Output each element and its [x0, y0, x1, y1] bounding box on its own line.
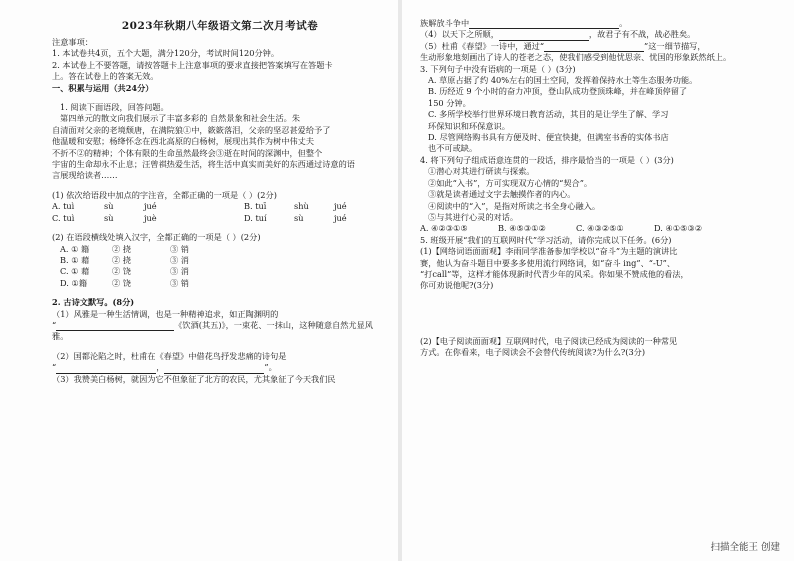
answer-blank[interactable] [56, 364, 156, 374]
q12-d-3: ③ 销 [170, 277, 189, 288]
r3a-text: （5）杜甫《春望》一诗中，通过“ [420, 40, 545, 51]
answer-blank[interactable] [164, 364, 264, 374]
opt-b-1: B. tuī [244, 201, 267, 212]
q4-option-d: D. ④①⑤③② [654, 223, 703, 234]
r-line-2 [420, 29, 788, 40]
q3-option-a: A. 草原占据了约 40%左右的国土空间，发挥着保持水土等生态服务功能。 [428, 75, 698, 86]
q5-2-line-a: (2)【电子阅读面面观】互联网时代，电子阅读已经成为阅读的一种常见 [420, 335, 678, 346]
q12-a-1: A. ① 籍 [60, 243, 90, 254]
q4-options [420, 223, 788, 234]
q1-2-option-a [52, 244, 388, 255]
opt-a-3: jué [144, 201, 157, 212]
q5-1-line-c: “打call”等，这样才能体现新时代青少年的风采。你如果不赞成他的看法， [420, 268, 689, 279]
opt-b-2: shù [294, 201, 309, 212]
q4-option-c: C. ④③②⑤① [576, 223, 624, 234]
q2-heading: 2. 古诗文默写。(8分) [52, 297, 135, 308]
r-line-1: 族解放斗争中 。 [420, 18, 628, 28]
r2a-text: （4）以天下之所顺， [420, 29, 499, 40]
passage-line-5: 宇宙的生命却永不止息；汪曾祺热爱生活，将生活中真实而美好的东西通过诗意的语 [52, 159, 355, 170]
q1-intro: 1. 阅读下面语段，回答问题。 [60, 102, 169, 113]
q4-sentence-4: ④阅读中的“入”，是指对所读之书全身心融入。 [428, 200, 601, 211]
q4-sentence-1: ①潜心对其进行研读与探索。 [428, 166, 535, 177]
section-1-heading: 一、积累与运用（共24分） [52, 82, 154, 93]
r3b-text: ”这一细节描写， [644, 40, 706, 51]
opt-c-1: C. tuì [52, 212, 75, 223]
right-exam-page [402, 0, 794, 561]
passage-line-3: 他温暖和安慰；杨绛怀念在西北高原的白杨树，展现出其作为树中伟丈夫 [52, 136, 315, 147]
q3-stem: 3. 下列句子中没有语病的一项是（ ）(3分) [420, 63, 576, 74]
passage-line-2: 自清面对父亲的老境颓唐，在满院狼①中，簌簌落泪，父亲的坚忍甚爱给予了 [52, 124, 331, 135]
q2-1-line-c: 雅。 [52, 331, 69, 342]
answer-blank[interactable] [544, 42, 644, 52]
q1-1-stem: (1) 依次给语段中加点的字注音，全都正确的一项是（ ）(2分) [52, 189, 277, 200]
answer-blank[interactable] [499, 31, 589, 41]
notice-1: 1. 本试卷共4页，五个大题，满分120分，考试时间120分钟。 [52, 48, 280, 59]
q5-1-line-d: 你可劝说他呢?(3分) [420, 280, 494, 291]
opt-d-2: sù [294, 212, 304, 223]
r1-text: 族解放斗争中 [420, 18, 470, 28]
answer-blank[interactable] [469, 19, 619, 29]
q1-1-options-cd [52, 213, 388, 224]
notice-2b: 上。答在试卷上的答案无效。 [52, 71, 159, 82]
q12-b-2: ② 挠 [112, 254, 131, 265]
opt-d-3: jué [334, 212, 347, 223]
notice-heading: 注意事项： [52, 37, 93, 47]
q3-option-c1: C. 多所学校举行世界环境日教育活动，其目的是让学生了解、学习 [428, 109, 669, 120]
opt-a-1: A. tuì [52, 201, 75, 212]
q4-sentence-5: ⑤与其进行心灵的对话。 [428, 211, 519, 222]
opt-d-1: D. tuí [244, 212, 267, 223]
q1-2-option-c [52, 266, 388, 277]
q3-option-d2: 也不可或缺。 [428, 143, 478, 154]
passage-line-6: 言展现给读者…… [52, 170, 118, 181]
q3-option-c2: 环保知识和环保意识。 [428, 120, 510, 131]
q2-1-text-b: 《饮酒(其五)》，一束花、一抹山，这种随意自然尤显风 [174, 319, 373, 330]
q4-option-a: A. ④②③①⑤ [420, 223, 468, 234]
q4-sentence-3: ③就是读者通过文字去触摸作者的内心。 [428, 189, 576, 200]
r-line-4: 生动形象地刻画出了诗人的苍老之态，使我们感受到他忧思亲、忧国的形象跃然纸上。 [420, 52, 732, 63]
q12-a-2: ② 挠 [112, 243, 131, 254]
q2-2-line-a: （2）国都沦陷之时，杜甫在《春望》中借花鸟抒发悲痛的诗句是 [52, 350, 287, 361]
q12-a-3: ③ 销 [170, 243, 189, 254]
q4-option-b: B. ④⑤③①② [498, 223, 546, 234]
q12-c-3: ③ 消 [170, 266, 189, 277]
q2-1-line-b: “ 《饮酒(其五)》，一束花、一抹山，这种随意自然尤显风 [52, 319, 373, 330]
q1-2-option-d [52, 278, 388, 289]
opt-c-3: juè [144, 212, 157, 223]
q5-2-line-b: 方式。在你看来，电子阅读会不会替代传统阅读?为什么?(3分) [420, 347, 646, 358]
exam-title: 2023年秋期八年级语文第二次月考试卷 [121, 20, 319, 32]
q12-c-1: C. ① 藉 [60, 266, 90, 277]
r2b-text: ，故君子有不战，战必胜矣。 [588, 29, 696, 40]
q3-option-d1: D. 尽管网络购书具有方便及时、便宜快捷，但满室书香的实体书店 [428, 132, 669, 143]
q4-stem: 4. 将下列句子组成语意连贯的一段话，排序最恰当的一项是（ ）(3分) [420, 154, 674, 165]
opt-a-2: sù [104, 201, 114, 212]
q4-sentence-2: ②如此“入书”，方可实现双方心情的“契合”。 [428, 177, 593, 188]
opt-c-2: sù [104, 212, 114, 223]
scanner-watermark: 扫描全能王 创建 [710, 542, 780, 553]
q12-c-2: ② 饶 [112, 266, 131, 277]
q12-d-1: D. ①籍 [60, 277, 88, 288]
q12-b-1: B. ① 藉 [60, 254, 90, 265]
q5-stem: 5. 班级开展“我们的互联网时代”学习活动，请你完成以下任务。(6分) [420, 234, 672, 245]
q1-2-stem: (2) 在语段横线处填入汉字，全都正确的一项是（ ）(2分) [52, 232, 261, 243]
passage-line-1: 第四单元的散文向我们展示了丰富多彩的 自然景象和社会生活。朱 [60, 113, 301, 124]
q2-2-quote-open: “ [52, 362, 57, 373]
q1-2-option-b [52, 255, 388, 266]
q12-d-2: ② 饶 [112, 277, 131, 288]
q2-2-line-b: “ ， ”。 [52, 362, 277, 373]
answer-blank[interactable] [56, 321, 174, 331]
q5-1-line-b: 赛，他认为奋斗题目中要多多使用流行网络词，如“奋斗 ing”、“-U”、 [420, 257, 676, 268]
q3-option-b1: B. 历经近 9 个小时的奋力冲顶，登山队成功登顶珠峰，并在峰顶停留了 [428, 86, 688, 97]
q5-1-line-a: (1)【网络词语面面观】李雨同学准备参加学校以“奋斗”为主题的演讲比 [420, 246, 678, 257]
q12-b-3: ③ 消 [170, 254, 189, 265]
q1-1-options-ab [52, 201, 388, 212]
q2-3-line: （3）我赞美白杨树，就因为它不但象征了北方的农民，尤其象征了今天我们民 [52, 373, 336, 384]
passage-line-4: 不折不②的精神；个体有限的生命虽然最终会③逝在时间的深渊中，但整个 [52, 147, 323, 158]
r-line-3 [420, 41, 788, 52]
notice-2a: 2. 本试卷上不要答题，请按答题卡上注意事项的要求直接把答案填写在答题卡 [52, 59, 333, 70]
q2-1-line-a: （1）风雅是一种生活情调，也是一种精神追求，如正陶渊明的 [52, 308, 279, 319]
q3-option-b2: 150 分钟。 [428, 97, 471, 108]
opt-b-3: jué [334, 201, 347, 212]
